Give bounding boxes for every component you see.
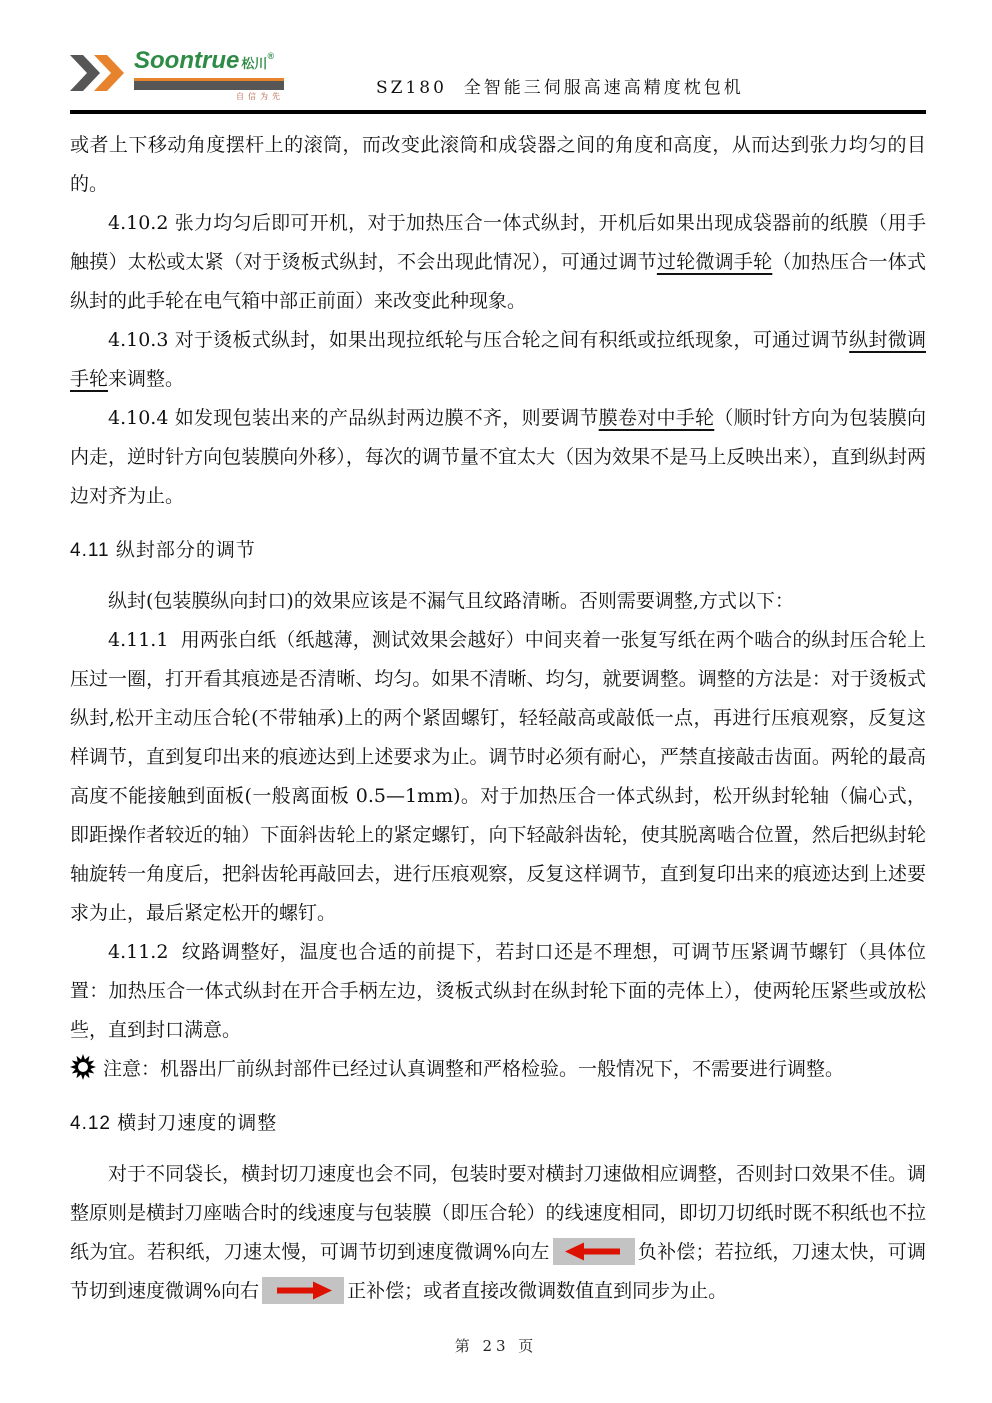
paragraph-text: （顺时针方向为包装膜向内走，逆时针方向包装膜向外移），每次的调节量不宜太大（因为效果不是马上反映出来），直到纵封两边对齐为止。 xyxy=(70,407,926,507)
brand-name xyxy=(134,44,284,76)
underlined-term-guolun-handwheel: 过轮微调手轮 xyxy=(656,251,773,273)
logo-text-stack xyxy=(134,44,284,102)
logo-underline-bar xyxy=(134,78,284,90)
registered-mark: ® xyxy=(267,51,274,61)
paragraph-text: 来调整。 xyxy=(108,368,185,390)
paragraph-4-11-intro: 纵封(包装膜纵向封口)的效果应该是不漏气且纹路清晰。否则需要调整,方式以下： xyxy=(108,590,794,612)
paragraph-text: 负补偿；若拉纸，刀速太快，可调节切到速度微调%向右 xyxy=(70,1241,926,1302)
paragraph-4-10-2 xyxy=(70,204,926,321)
underlined-term-zongfeng-handwheel: 纵封微调手轮 xyxy=(70,329,926,390)
document-body xyxy=(70,126,926,1311)
paragraph-text: 4.10.3 对于烫板式纵封，如果出现拉纸轮与压合轮之间有积纸或拉纸现象，可通过调节 xyxy=(108,329,850,351)
right-arrow-icon xyxy=(262,1277,344,1304)
note-label: 注意： xyxy=(103,1058,161,1080)
section-heading-4-11: 4.11 纵封部分的调节 xyxy=(70,540,256,561)
paragraph-tension-intro: 或者上下移动角度摆杆上的滚筒，而改变此滚筒和成袋器之间的角度和高度，从而达到张力均匀的目的。 xyxy=(70,134,926,195)
paragraph-text: 正补偿；或者直接改微调数值直到同步为止。 xyxy=(347,1280,728,1302)
paragraph-4-11-1: 4.11.1 用两张白纸（纸越薄，测试效果会越好）中间夹着一张复写纸在两个啮合的纵封压合轮上压过一圈，打开看其痕迹是否清晰、均匀。如果不清晰、均匀，就要调整。调整的方法是：对于烫板式纵封,松开主动压合轮(不带轴承)上的两个紧固螺钉，轻轻敲高或敲低一点，再进行压痕观察，反复这样调节，直到复印出来的痕迹达到上述要求为止。调节时必须有耐心，严禁直接敲击齿面。两轮的最高高度不能接触到面板(一般离面板 0.5—1mm)。对于加热压合一体式纵封，松开纵封轮轴（偏心式，即距操作者较近的轴）下面斜齿轮上的紧定螺钉，向下轻敲斜齿轮，使其脱离啮合位置，然后把纵封轮轴旋转一角度后，把斜齿轮再敲回去，进行压痕观察，反复这样调节，直到复印出来的痕迹达到上述要求为止，最后紧定松开的螺钉。 xyxy=(70,629,926,924)
burst-icon xyxy=(70,1054,96,1080)
left-arrow-icon xyxy=(553,1238,635,1265)
paragraph-text: 4.10.2 张力均匀后即可开机，对于加热压合一体式纵封，开机后如果出现成袋器前的纸膜（用手触摸）太松或太紧（对于烫板式纵封，不会出现此情况），可通过调节 xyxy=(70,212,926,273)
paragraph-text: 4.10.4 如发现包装出来的产品纵封两边膜不齐，则要调节 xyxy=(108,407,599,429)
document-title: SZ180 全智能三伺服高速高精度枕包机 xyxy=(376,78,744,98)
page-number: 第 23 页 xyxy=(454,1337,538,1355)
brand-tagline: 自信为先 xyxy=(236,92,284,101)
page-footer xyxy=(0,1335,992,1356)
paragraph-4-12 xyxy=(70,1155,926,1311)
double-chevron-icon xyxy=(70,52,132,94)
page-header xyxy=(70,44,926,114)
paragraph-text: 对于不同袋长，横封切刀速度也会不同，包装时要对横封刀速做相应调整，否则封口效果不佳。调整原则是横封刀座啮合时的线速度与包装膜（即压合轮）的线速度相同，即切刀切纸时既不积纸也不拉纸为宜。若积纸，刀速太慢，可调节切到速度微调%向左 xyxy=(70,1163,926,1263)
underlined-term-film-centering-handwheel: 膜卷对中手轮 xyxy=(598,407,715,429)
paragraph-4-11-2: 4.11.2 纹路调整好，温度也合适的前提下，若封口还是不理想，可调节压紧调节螺钉（具体位置：加热压合一体式纵封在开合手柄左边，烫板式纵封在纵封轮下面的壳体上），使两轮压紧些或放松些，直到封口满意。 xyxy=(70,941,926,1041)
brand-chinese: 松川 xyxy=(241,56,268,71)
brand-latin: Soontrue xyxy=(134,47,240,74)
soontrue-logo xyxy=(70,44,284,102)
note-line xyxy=(70,1050,926,1089)
paragraph-4-10-3 xyxy=(70,321,926,399)
section-heading-4-12: 4.12 横封刀速度的调整 xyxy=(70,1113,278,1134)
note-text: 机器出厂前纵封部件已经过认真调整和严格检验。一般情况下，不需要进行调整。 xyxy=(160,1058,845,1080)
paragraph-4-10-4 xyxy=(70,399,926,516)
paragraph-text: （加热压合一体式纵封的此手轮在电气箱中部正前面）来改变此种现象。 xyxy=(70,251,926,312)
